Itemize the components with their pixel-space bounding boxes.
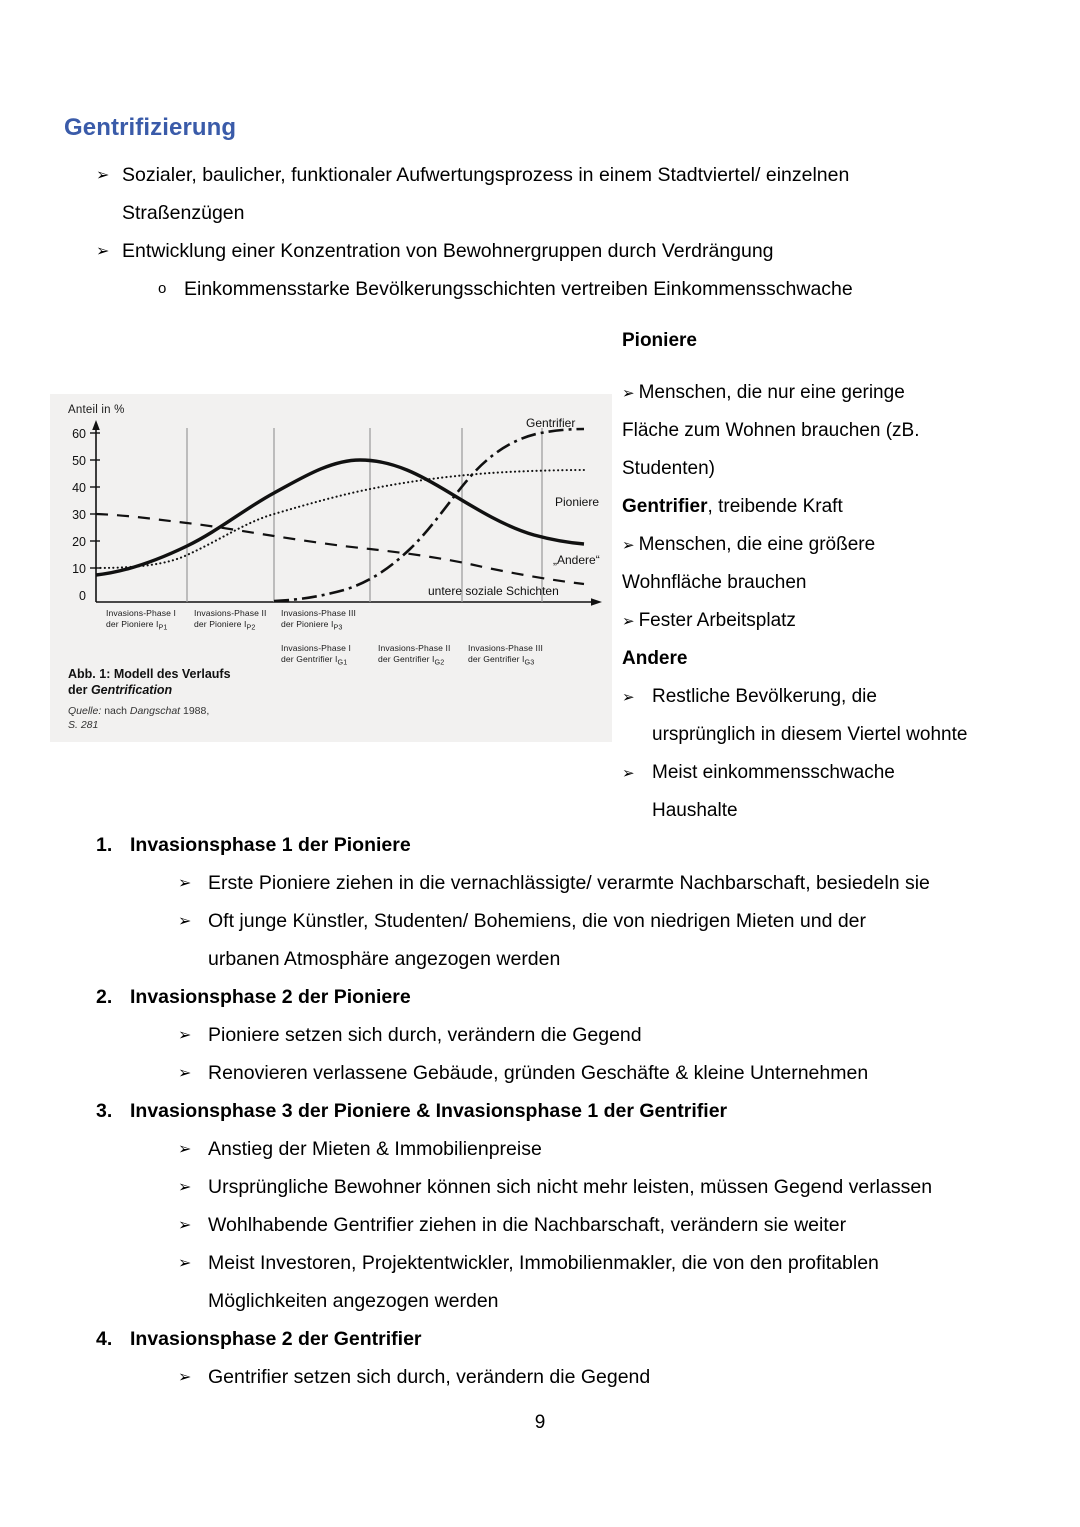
list-item-label: Fester Arbeitsplatz [638,610,796,631]
arrow-bullet-icon: ➢ [178,1063,192,1082]
chart-phase-label-line1: Invasions-Phase I [281,643,352,653]
gentrification-model-figure [50,394,612,742]
list-item [96,232,996,270]
chart-phase-label-line2: der Pioniere I [106,619,159,629]
list-item [96,1244,1036,1282]
arrow-bullet-icon: ➢ [622,688,635,706]
chart-phase-label-line1: Invasions-Phase III [468,643,543,653]
y-tick-label: 50 [72,454,86,468]
list-item-label: Sozialer, baulicher, funktionaler Aufwertungsprozess in einem Stadtviertel/ einzelnen [122,164,850,186]
list-item-label: Wohlhabende Gentrifier ziehen in die Nachbarschaft, verändern sie weiter [208,1214,847,1236]
figure-caption-line2-italic: Gentrification [90,683,173,697]
arrow-bullet-icon: ➢ [622,384,635,402]
chart-y-axis-title: Anteil in % [68,404,125,416]
figure-source-mid: nach [104,705,130,717]
arrow-bullet-icon: ➢ [622,536,635,554]
arrow-bullet-icon: ➢ [178,1253,192,1272]
chart-phase-label-line2: der Pioniere I [281,619,334,629]
list-item-continuation: Wohnfläche brauchen [622,572,807,593]
figure-source-year: 1988, [180,705,210,717]
figure-caption-line1: Abb. 1: Modell des Verlaufs [68,667,231,681]
list-item-continuation: Studenten) [622,458,715,479]
chart-phase-label-sub: P2 [246,622,256,632]
chart-series-andere [96,514,584,584]
y-tick-label: 40 [72,481,86,495]
section-heading-pioniere: Pioniere [622,330,697,351]
sub-list-item-label: Einkommensstarke Bevölkerungsschichten vertreiben Einkommensschwache [184,278,853,300]
numbered-item-heading [96,1092,1036,1130]
chart-phase-label-sub: G2 [434,657,445,667]
list-item [96,1130,1036,1168]
gentrifier-description: , treibende Kraft [707,496,843,517]
list-item-continuation: urbanen Atmosphäre angezogen werden [208,948,561,970]
gentrifier-definition [622,488,1030,526]
y-tick-label: 30 [72,508,86,522]
chart-series-label-pioniere: Pioniere [555,495,600,509]
chart-phase-label-sub: G3 [524,657,535,667]
list-item-label: Ursprüngliche Bewohner können sich nicht mehr leisten, müssen Gegend verlassen [208,1176,933,1198]
arrow-bullet-icon: ➢ [178,1177,192,1196]
chart-phase-label-line1: Invasions-Phase III [281,608,356,618]
intro-bullet-list [96,156,996,308]
list-item-continuation: Straßenzügen [122,202,245,224]
list-item [96,156,996,194]
list-item [96,1358,1036,1396]
arrow-bullet-icon: ➢ [622,764,635,782]
chart-phase-label-line1: Invasions-Phase I [106,608,177,618]
list-item-continuation: ursprünglich in diesem Viertel wohnte [652,724,968,745]
list-item-label: Renovieren verlassene Gebäude, gründen Geschäfte & kleine Unternehmen [208,1062,869,1084]
spacer [622,360,1030,374]
list-item-label: Restliche Bevölkerung, die [652,686,877,707]
arrow-bullet-icon: ➢ [178,1215,192,1234]
numbered-item-heading [96,978,1036,1016]
list-item-label: Pioniere setzen sich durch, verändern die Gegend [208,1024,642,1046]
chart-y-ticks [90,433,100,568]
invasionsphase-numbered-list [96,826,1036,1396]
list-item [622,526,1030,564]
numbered-item [96,1320,1036,1396]
list-item [96,1206,1036,1244]
chart-phase-label-line2: der Gentrifier I [468,654,525,664]
figure-source-page: S. 281 [68,719,99,731]
page-number: 9 [534,1412,546,1433]
chart-y-axis-arrow [92,420,100,430]
chart-series-gentrifier [274,429,584,601]
arrow-bullet-icon: ➢ [178,1025,192,1044]
numbered-item-label: Invasionsphase 2 der Gentrifier [130,1328,422,1350]
chart-phase-label-line1: Invasions-Phase II [194,608,267,618]
chart-phase-label-line2: der Gentrifier I [378,654,435,664]
arrow-bullet-icon: ➢ [178,1139,192,1158]
chart-phase-label [194,608,267,633]
chart-series-label-untere-soziale-schichten: untere soziale Schichten [428,584,559,598]
list-item-continuation: Fläche zum Wohnen brauchen (zB. [622,420,920,441]
figure-source-author: Dangschat [129,705,181,717]
arrow-bullet-icon: ➢ [96,241,110,260]
list-item [622,374,1030,412]
numbered-item-label: Invasionsphase 1 der Pioniere [130,834,411,856]
figure-source-prefix: Quelle: [68,705,105,717]
figure-source [68,704,209,732]
arrow-bullet-icon: ➢ [178,873,192,892]
list-item-label: Gentrifier setzen sich durch, verändern die Gegend [208,1366,651,1388]
gentrifier-label: Gentrifier [622,496,708,517]
chart-phase-label [378,643,451,668]
chart-series-label-gentrifier: Gentrifier [526,416,576,430]
list-item [96,1054,1036,1092]
chart-phase-label-sub: P1 [158,622,168,632]
numbered-item-number: 3. [96,1100,113,1122]
figure-caption [68,666,231,698]
numbered-item-number: 4. [96,1328,113,1350]
arrow-bullet-icon: ➢ [178,911,192,930]
chart-phase-label-sub: G1 [337,657,348,667]
arrow-bullet-icon: ➢ [178,1367,192,1386]
list-item [96,864,1036,902]
right-column-notes [622,322,1030,830]
circle-bullet-icon: o [158,280,167,297]
numbered-item-heading [96,826,1036,864]
list-item-continuation: Möglichkeiten angezogen werden [208,1290,499,1312]
list-item-label: Anstieg der Mieten & Immobilienpreise [208,1138,542,1160]
page-title: Gentrifizierung [64,114,237,141]
list-item-label: Entwicklung einer Konzentration von Bewohnergruppen durch Verdrängung [122,240,774,262]
list-item [622,678,1030,716]
chart-phase-label [281,643,351,668]
numbered-item-number: 2. [96,986,113,1008]
arrow-bullet-icon: ➢ [96,165,110,184]
chart-series-pioniere [96,460,584,575]
list-item-label: Menschen, die eine größere [638,534,876,555]
list-item [622,754,1030,792]
list-item [96,902,1036,940]
chart-phase-label [281,608,356,633]
chart-phase-label-line2: der Gentrifier I [281,654,338,664]
chart-series-label-andere: „Andere“ [553,553,600,567]
y-tick-label: 10 [72,562,86,576]
list-item [622,602,1030,640]
numbered-item-label: Invasionsphase 2 der Pioniere [130,986,411,1008]
chart-phase-label-line2: der Pioniere I [194,619,247,629]
y-tick-label: 60 [72,427,86,441]
numbered-item [96,1092,1036,1320]
list-item-label: Meist einkommensschwache [652,762,895,783]
list-item-label: Erste Pioniere ziehen in die vernachlässigte/ verarmte Nachbarschaft, besiedeln sie [208,872,930,894]
arrow-bullet-icon: ➢ [622,612,635,630]
chart-phase-label [106,608,176,633]
chart-phase-label [468,643,543,668]
y-tick-label: 0 [79,589,86,603]
figure-caption-line2-prefix: der [68,683,91,697]
list-item-continuation: Haushalte [652,800,738,821]
list-item [96,1016,1036,1054]
y-tick-label: 20 [72,535,86,549]
numbered-item [96,826,1036,978]
numbered-item-number: 1. [96,834,113,856]
chart-phase-label-line1: Invasions-Phase II [378,643,451,653]
list-item-label: Meist Investoren, Projektentwickler, Immobilienmakler, die von den profitablen [208,1252,879,1274]
list-item-label: Menschen, die nur eine geringe [638,382,905,403]
list-item [96,1168,1036,1206]
chart-x-axis-arrow [591,598,602,606]
list-item-label: Oft junge Künstler, Studenten/ Bohemiens, die von niedrigen Mieten und der [208,910,867,932]
numbered-item-heading [96,1320,1036,1358]
numbered-item [96,978,1036,1092]
numbered-item-label: Invasionsphase 3 der Pioniere & Invasionsphase 1 der Gentrifier [130,1100,728,1122]
chart-phase-label-sub: P3 [333,622,343,632]
section-heading-andere: Andere [622,648,688,669]
sub-list-item [96,270,996,308]
